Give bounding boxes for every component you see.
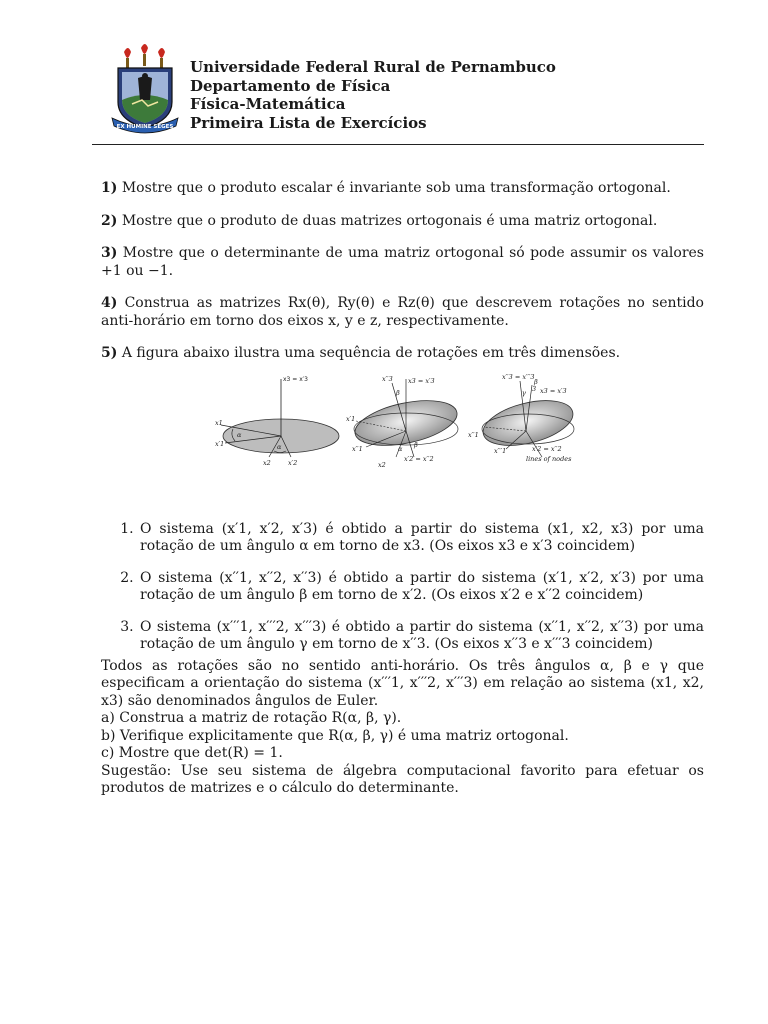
fig3-label-x1ppp: x′′′1 <box>494 446 507 455</box>
euler-rotation-figure <box>101 371 704 491</box>
rotation-steps-list <box>101 521 704 654</box>
department-name: Departamento de Física <box>190 76 391 95</box>
header-text <box>190 58 556 132</box>
fig2-label-alpha: α <box>398 444 403 453</box>
fig3-label-x3eq: x3 = x′3 <box>540 386 567 395</box>
fig3-label-top: x′′3 = x′′′3 <box>502 372 535 381</box>
fig3-label-beta: β <box>534 377 538 386</box>
fig2-label-x1p: x′1 <box>346 414 356 423</box>
euler-rotation-diagram <box>211 371 591 476</box>
fig1-label-x2p: x′2 <box>288 458 298 467</box>
suggestion: Sugestão: Use seu sistema de álgebra computacional favorito para efetuar os produtos de matrizes e o cálculo do determinante. <box>101 762 704 796</box>
question-3: 3) Mostre que o determinante de uma matriz ortogonal só pode assumir os valores +1 ou −1. <box>101 245 704 279</box>
fig2-label-beta-a: β <box>396 388 400 397</box>
seal-motto: EX HUMINE SEGES <box>116 124 174 130</box>
rotation-figure-3 <box>468 373 577 463</box>
rotation-figure-1 <box>215 376 339 467</box>
euler-angles-paragraph: Todos as rotações são no sentido anti-horário. Os três ângulos α, β e γ que especificam a orientação do sistema (x′′′1, x′′′2, x′′′3) em relação ao sistema (x1, x2, x3) são denominados ângulos de Euler. <box>101 657 704 709</box>
fig3-label-gamma: γ <box>522 388 526 397</box>
fig3-label-x1pp: x′′1 <box>468 430 479 439</box>
list-title: Primeira Lista de Exercícios <box>190 113 427 132</box>
fig2-label-x2eq: x′2 = x′′2 <box>404 454 434 463</box>
rotation-figure-2 <box>346 375 461 469</box>
question-1: 1) Mostre que o produto escalar é invariante sob uma transformação ortogonal. <box>101 180 671 196</box>
fig2-label-x2: x2 <box>378 460 386 469</box>
part-b: b) Verifique explicitamente que R(α, β, γ) é uma matriz ortogonal. <box>101 727 569 744</box>
rotation-step-3: 3. O sistema (x′′′1, x′′′2, x′′′3) é obtido a partir do sistema (x′′1, x′′2, x′′3) por uma rotação de um ângulo γ em torno de x′′3. (Os eixos x′′3 e x′′′3 coincidem) <box>138 619 704 654</box>
fig3-label-nodes: lines of nodes <box>526 454 572 463</box>
university-name: Universidade Federal Rural de Pernambuco <box>190 58 556 76</box>
university-seal-icon <box>110 44 180 136</box>
fig2-label-x3eq: x3 = x′3 <box>408 376 435 385</box>
fig1-label-x2: x2 <box>263 458 271 467</box>
document-body <box>101 180 704 798</box>
course-name: Física-Matemática <box>190 95 346 113</box>
fig3-label-3: 3 <box>532 384 537 393</box>
fig1-label-x1p: x′1 <box>215 439 225 448</box>
fig1-label-alpha-b: α <box>277 442 282 451</box>
fig1-axis-x3: x3 = x′3 <box>283 375 308 383</box>
fig1-label-alpha-a: α <box>237 430 242 439</box>
header-divider <box>92 144 704 145</box>
question-4: 4) Construa as matrizes Rx(θ), Ry(θ) e Rz(θ) que descrevem rotações no sentido anti-horário em torno dos eixos x, y e z, respectivamente. <box>101 295 704 329</box>
fig3-label-x2eq: x′2 = x′′2 <box>532 444 562 453</box>
rotation-step-2: 2. O sistema (x′′1, x′′2, x′′3) é obtido a partir do sistema (x′1, x′2, x′3) por uma rotação de um ângulo β em torno de x′2. (Os eixos x′2 e x′′2 coincidem) <box>138 570 704 605</box>
rotation-step-1: 1. O sistema (x′1, x′2, x′3) é obtido a partir do sistema (x1, x2, x3) por uma rotação de um ângulo α em torno de x3. (Os eixos x3 e x′3 coincidem) <box>138 521 704 556</box>
fig1-label-x1: x1 <box>215 418 223 427</box>
fig2-label-x3pp: x′′3 <box>382 374 393 383</box>
part-c: c) Mostre que det(R) = 1. <box>101 745 283 761</box>
fig2-label-beta-b: β <box>414 440 418 449</box>
fig2-label-x1pp: x′′1 <box>352 444 363 453</box>
document-header <box>110 44 710 144</box>
question-2: 2) Mostre que o produto de duas matrizes ortogonais é uma matriz ortogonal. <box>101 212 658 229</box>
part-a: a) Construa a matriz de rotação R(α, β, γ). <box>101 710 402 726</box>
question-5: 5) A figura abaixo ilustra uma sequência de rotações em três dimensões. <box>101 345 621 361</box>
